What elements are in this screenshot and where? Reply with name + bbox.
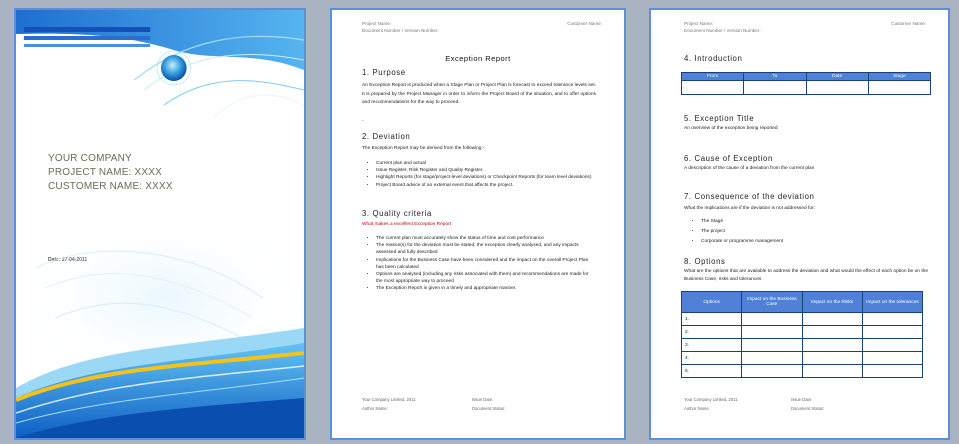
page-header bbox=[362, 20, 602, 34]
document-title: Exception Report bbox=[445, 54, 511, 63]
report-page-1 bbox=[330, 8, 626, 440]
table-row bbox=[682, 339, 923, 352]
section-consequence-text: What the implications are if the deviation is not addressed for: bbox=[684, 206, 815, 211]
header-project-name: Project Name: bbox=[684, 21, 714, 26]
footer-author: Author Name: bbox=[684, 406, 710, 411]
section-deviation-text: The Exception Report may be derived from the following:- bbox=[362, 146, 485, 151]
section-purpose-heading: 1. Purpose bbox=[362, 68, 406, 77]
report-page-2 bbox=[649, 8, 950, 440]
cover-page bbox=[14, 8, 306, 440]
col-header-risks: Impact on the Risks bbox=[802, 292, 862, 313]
table-cell[interactable] bbox=[802, 352, 862, 365]
table-cell[interactable] bbox=[742, 365, 802, 378]
section-consequence-heading: 7. Consequence of the deviation bbox=[684, 192, 815, 201]
cover-footer-artwork bbox=[16, 228, 304, 438]
table-cell[interactable] bbox=[806, 81, 868, 95]
consequence-list bbox=[687, 217, 783, 247]
section-exception-title-heading: 5. Exception Title bbox=[684, 114, 755, 123]
table-cell[interactable] bbox=[744, 81, 806, 95]
table-row bbox=[682, 365, 923, 378]
footer-author: Author Name: bbox=[362, 406, 388, 411]
list-item: • The project bbox=[701, 227, 783, 237]
table-cell[interactable] bbox=[868, 81, 930, 95]
section-deviation-heading: 2. Deviation bbox=[362, 132, 411, 141]
section-exception-title-text: An overview of the exception being reported bbox=[684, 126, 778, 131]
list-item: • Project Board advice of an external event that affects the project. bbox=[376, 182, 596, 189]
table-cell[interactable] bbox=[802, 326, 862, 339]
col-header-tolerances: Impact on the tolerances bbox=[862, 292, 922, 313]
col-header-date: Date bbox=[806, 73, 868, 81]
section-options-text: What are the options that are available to address the deviation and what would the effect of each option be on the Business Case, risks and tolerances bbox=[684, 269, 928, 282]
header-doc-number: Document Number / Version Number: bbox=[684, 28, 761, 33]
list-item: • Issue Register, Risk Register and Quality Register. bbox=[376, 167, 596, 174]
section-options-heading: 8. Options bbox=[684, 257, 726, 266]
table-cell[interactable] bbox=[802, 339, 862, 352]
table-cell[interactable] bbox=[742, 313, 802, 326]
section-cause-text: A description of the cause of a deviation from the current plan bbox=[684, 166, 815, 171]
option-number: 3. bbox=[682, 339, 742, 352]
option-number: 1. bbox=[682, 313, 742, 326]
option-number: 5. bbox=[682, 365, 742, 378]
table-cell[interactable] bbox=[682, 81, 744, 95]
list-item: • Corporate or programme management bbox=[701, 237, 783, 247]
section-introduction-heading: 4. Introduction bbox=[684, 54, 743, 63]
table-cell[interactable] bbox=[802, 313, 862, 326]
section-purpose-text: An Exception Report is produced when a Stage Plan or Project Plan is forecast to exceed tolerance levels set. It is prepared by the Project Manager in order to inform the Project Board of the situation, and to offer options and recommendations for the way to proceed. bbox=[362, 83, 596, 105]
table-row bbox=[682, 313, 923, 326]
list-item: • Options are analysed (including any risks associated with them) and recommendations are made for the most appropriate way to proceed bbox=[376, 271, 596, 285]
header-customer-name: Customer Name: bbox=[891, 21, 926, 26]
footer-issue-date: Issue Date: bbox=[472, 397, 494, 402]
list-item: • The Stage bbox=[701, 217, 783, 227]
table-cell[interactable] bbox=[742, 352, 802, 365]
footer-issue-date: Issue Date: bbox=[791, 397, 813, 402]
footer-company: Your Company Limited, 2011 bbox=[362, 397, 416, 402]
footer-status: Document Status: bbox=[472, 406, 506, 411]
footer-status: Document Status: bbox=[791, 406, 825, 411]
header-doc-number: Document Number / Version Number: bbox=[362, 28, 439, 33]
table-cell[interactable] bbox=[862, 313, 922, 326]
table-row bbox=[682, 352, 923, 365]
list-item: • Highlight Reports (for stage/project-level deviations) or Checkpoint Reports (for team level deviations) bbox=[376, 174, 596, 181]
section-quality-subtitle: What makes a excellent Exception Report bbox=[362, 222, 452, 227]
col-header-business-case: Impact on the Business Case bbox=[742, 292, 802, 313]
table-cell[interactable] bbox=[862, 352, 922, 365]
header-project-name: Project Name: bbox=[362, 21, 392, 26]
list-item: • The current plan must accurately show the status of time and cost performance bbox=[376, 235, 596, 242]
col-header-options: Options bbox=[682, 292, 742, 313]
section-quality-heading: 3. Quality criteria bbox=[362, 209, 432, 218]
project-name: PROJECT NAME: XXXX bbox=[48, 167, 162, 178]
section-cause-heading: 6. Cause of Exception bbox=[684, 154, 773, 163]
option-number: 2. bbox=[682, 326, 742, 339]
cover-header-artwork bbox=[16, 10, 304, 118]
col-header-stage: Stage bbox=[868, 73, 930, 81]
list-item: • The Exception Report is given in a timely and appropriate manner. bbox=[376, 285, 596, 292]
list-item: • Current plan and actual bbox=[376, 160, 596, 167]
introduction-table bbox=[681, 72, 931, 95]
header-customer-name: Customer Name: bbox=[567, 21, 602, 26]
table-cell[interactable] bbox=[862, 326, 922, 339]
list-item: • The reason(s) for the deviation must be stated, the exception clearly analysed, and any impacts assessed and fully described bbox=[376, 242, 596, 256]
table-cell[interactable] bbox=[742, 339, 802, 352]
option-number: 4. bbox=[682, 352, 742, 365]
table-cell[interactable] bbox=[862, 339, 922, 352]
customer-name: CUSTOMER NAME: XXXX bbox=[48, 181, 173, 192]
section-purpose-dash: - bbox=[362, 119, 364, 124]
options-table bbox=[681, 291, 923, 378]
table-cell[interactable] bbox=[742, 326, 802, 339]
page-header bbox=[684, 20, 926, 34]
table-row bbox=[682, 81, 931, 95]
table-row bbox=[682, 326, 923, 339]
company-name: YOUR COMPANY bbox=[48, 153, 132, 164]
table-cell[interactable] bbox=[802, 365, 862, 378]
list-item: • Implications for the Business Case have been considered and the impact on the overall Project Plan has been calculated bbox=[376, 257, 596, 271]
quality-criteria-list bbox=[362, 235, 596, 293]
deviation-list bbox=[362, 160, 596, 189]
cover-title-block bbox=[48, 152, 173, 194]
table-cell[interactable] bbox=[862, 365, 922, 378]
col-header-from: From bbox=[682, 73, 744, 81]
footer-company: Your Company Limited, 2011 bbox=[684, 397, 738, 402]
col-header-to: To bbox=[744, 73, 806, 81]
